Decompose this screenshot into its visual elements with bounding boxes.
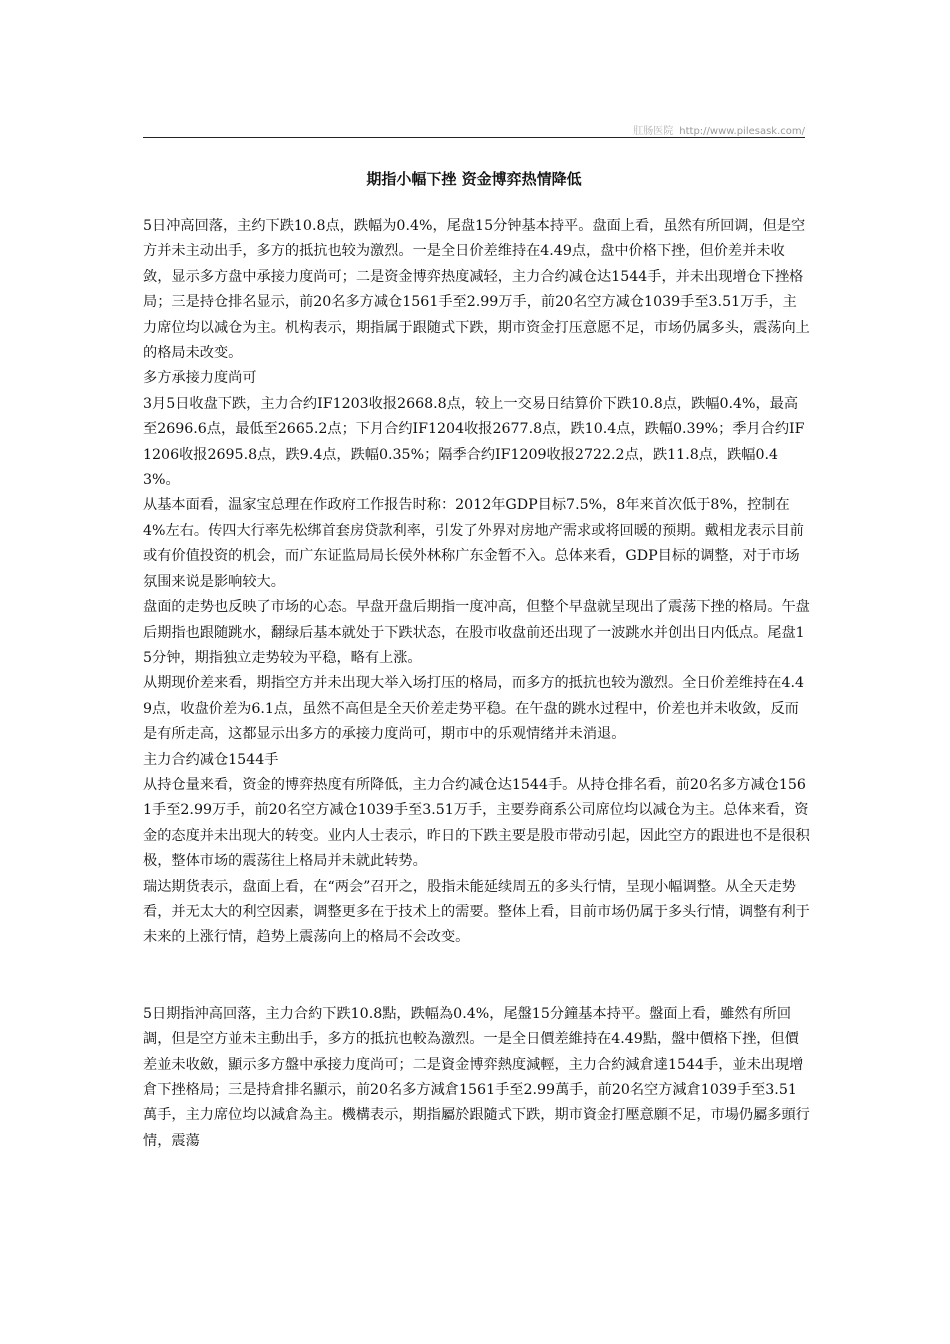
article-title: 期指小幅下挫 资金博弈热情降低 bbox=[366, 170, 582, 188]
page-header bbox=[143, 122, 805, 138]
paragraph-fundamentals: 从基本面看，温家宝总理在作政府工作报告时称：2012年GDP目标7.5%，8年来首次低于8%，控制在4%左右。传四大行率先松绑首套房贷款利率，引发了外界对房地产需求或将回暖的预期。戴相龙表示目前或有价值投资的机会，而广东证监局局长侯外林称广东金暂不入。总体来看，GDP目标的调整，对于市场氛围来说是影响较大。 bbox=[143, 497, 804, 590]
paragraph-gap bbox=[143, 951, 811, 1002]
paragraph-closing-prices: 3月5日收盘下跌，主力合约IF1203收报2668.8点，较上一交易日结算价下跌10.8点，跌幅0.4%，最高至2696.6点，最低至2665.2点；下月合约IF1204收报2677.8点，跌10.4点，跌幅0.39%；季月合约IF1206收报2695.8点，跌9.4点，跌幅0.35%；隔季合约IF1209收报2722.2点，跌11.8点，跌幅0.43%。 bbox=[143, 395, 805, 489]
paragraph-ruida-futures: 瑞达期货表示，盘面上看，在“两会”召开之，股指未能延续周五的多头行情，呈现小幅调整。从全天走势看，并无太大的利空因素，调整更多在于技术上的需要。整体上看，目前市场仍属于多头行情，调整有利于未来的上涨行情，趋势上震荡向上的格局不会改变。 bbox=[143, 878, 810, 946]
paragraph-traditional: 5日期指沖高回落，主力合約下跌10.8點，跌幅為0.4%，尾盤15分鐘基本持平。盤面上看，雖然有所回調，但是空方並未主動出手，多方的抵抗也較為激烈。一是全日價差維持在4.49點，盤中價格下挫，但價差並未收斂，顯示多方盤中承接力度尚可；二是資金博弈熱度減輕，主力合約減倉達1544手，並未出現增倉下挫格局；三是持倉排名顯示，前20名多方減倉1561手至2.99萬手，前20名空方減倉1039手至3.51萬手，主力席位均以減倉為主。機構表示，期指屬於跟隨式下跌，期市資金打壓意願不足，市場仍屬多頭行情，震蕩 bbox=[143, 1005, 810, 1149]
paragraph-market-trend: 盘面的走势也反映了市场的心态。早盘开盘后期指一度冲高，但整个早盘就呈现出了震荡下挫的格局。午盘后期指也跟随跳水，翻绿后基本就处于下跌状态，在股市收盘前还出现了一波跳水并创出日内低点。尾盘15分钟，期指独立走势较为平稳，略有上涨。 bbox=[143, 599, 810, 666]
paragraph-open-interest: 从持仓量来看，资金的博弈热度有所降低，主力合约减仓达1544手。从持仓排名看，前20名多方减仓1561手至2.99万手，前20名空方减仓1039手至3.51万手，主要券商系公司席位均以减仓为主。总体来看，资金的态度并未出现大的转变。业内人士表示，昨日的下跌主要是股市带动引起，因此空方的跟进也不是很积极，整体市场的震荡往上格局并未就此转势。 bbox=[143, 776, 810, 870]
paragraph-basis-spread: 从期现价差来看，期指空方并未出现大举入场打压的格局，而多方的抵抗也较为激烈。全日价差维持在4.49点，收盘价差为6.1点，虽然不高但是全天价差走势平稳。在午盘的跳水过程中，价差也并未收敛，反而是有所走高，这都显示出多方的承接力度尚可，期市中的乐观情绪并未消退。 bbox=[143, 675, 805, 743]
section-heading: 主力合约减仓1544手 bbox=[143, 751, 279, 768]
section-heading: 多方承接力度尚可 bbox=[143, 370, 257, 387]
header-url[interactable]: http://www.pilesask.com/ bbox=[679, 126, 805, 137]
paragraph-summary: 5日冲高回落，主约下跌10.8点，跌幅为0.4%，尾盘15分钟基本持平。盘面上看，虽然有所回调，但是空方并未主动出手，多方的抵抗也较为激烈。一是全日价差维持在4.49点，盘中价格下挫，但价差并未收敛，显示多方盘中承接力度尚可；二是资金博弈热度减轻，主力合约减仓达1544手，并未出现增仓下挫格局；三是持仓排名显示，前20名多方减仓1561手至2.99万手，前20名空方减仓1039手至3.51万手，主力席位均以减仓为主。机构表示，期指属于跟随式下跌，期市资金打压意愿不足，市场仍属多头，震荡向上的格局未改变。 bbox=[143, 218, 810, 362]
article-body bbox=[143, 214, 811, 1154]
header-site-name[interactable]: 肛肠医院 bbox=[633, 126, 674, 137]
